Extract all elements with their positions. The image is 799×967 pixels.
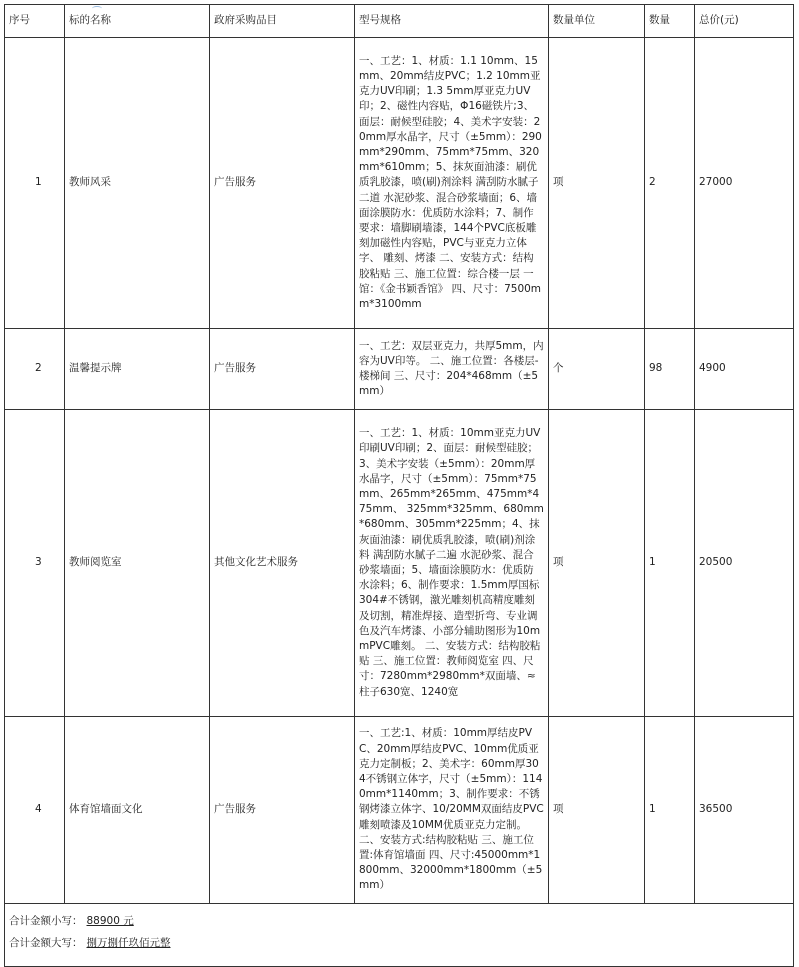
cell-no: 1 — [5, 38, 65, 329]
header-category: 政府采购品目 — [210, 5, 355, 38]
cell-name: 教师阅览室 — [65, 410, 210, 717]
cell-spec: 一、工艺：1、材质：1.1 10mm、15mm、20mm结皮PVC；1.2 10mm亚克力UV印刷；1.3 5mm厚亚克力UV印；2、磁性内容贴，Φ16磁铁片;3、面层：耐候型硅胶；4、美术字安装：20mm厚水晶字，尺寸（±5mm）：290mm*290mm、75mm*75mm、320mm*610mm；5、抹灰面油漆：刷优质乳胶漆，喷(刷)剂涂料 满刮防水腻子二道 水泥砂浆、混合砂浆墙面；6、墙面涂膜防水：优质防水涂料；7、制作要求：墙脚刷墙漆，144个PVC底板雕刻加磁性内容贴，PVC与亚克力立体字、 雕刻、烤漆 二、安装方式：结构胶粘贴 三、施工位置：综合楼一层 一馆：《金书颖香馆》 四、尺寸：7500mm*3100mm — [355, 38, 549, 329]
cell-no: 4 — [5, 717, 65, 904]
header-no: 序号 — [5, 5, 65, 38]
cell-qty: 1 — [645, 410, 695, 717]
header-unit: 数量单位 — [549, 5, 645, 38]
cell-unit: 项 — [549, 38, 645, 329]
cell-unit: 项 — [549, 717, 645, 904]
table-row — [5, 329, 794, 410]
cell-category: 广告服务 — [210, 717, 355, 904]
cell-qty: 98 — [645, 329, 695, 410]
total-small-line — [9, 910, 789, 932]
total-small-label: 合计金额小写： — [9, 915, 83, 927]
cell-no: 2 — [5, 329, 65, 410]
cell-total: 4900 — [695, 329, 794, 410]
summary-cell — [5, 904, 794, 967]
table-row — [5, 410, 794, 717]
table-row — [5, 717, 794, 904]
cell-total: 20500 — [695, 410, 794, 717]
cell-total: 27000 — [695, 38, 794, 329]
table-row — [5, 38, 794, 329]
procurement-table-container — [4, 4, 793, 967]
procurement-table — [4, 4, 794, 967]
total-big-value: 捌万捌仟玖佰元整 — [86, 937, 171, 949]
total-big-line — [9, 932, 789, 954]
cell-unit: 项 — [549, 410, 645, 717]
table-header-row — [5, 5, 794, 38]
cell-qty: 1 — [645, 717, 695, 904]
cell-total: 36500 — [695, 717, 794, 904]
cell-category: 广告服务 — [210, 38, 355, 329]
cell-category: 其他文化艺术服务 — [210, 410, 355, 717]
header-spec: 型号规格 — [355, 5, 549, 38]
cell-name: 体育馆墙面文化 — [65, 717, 210, 904]
header-total: 总价(元) — [695, 5, 794, 38]
cell-name: 教师风采 — [65, 38, 210, 329]
cell-unit: 个 — [549, 329, 645, 410]
cell-no: 3 — [5, 410, 65, 717]
cell-spec: 一、工艺：1、材质：10mm亚克力UV印刷UV印刷；2、面层：耐候型硅胶；3、美术字安装（±5mm）：20mm厚水晶字，尺寸（±5mm）：75mm*75mm、265mm*265mm、475mm*475mm、 325mm*325mm、680mm*680mm、305mm*225mm；4、抹灰面油漆：刷优质乳胶漆，喷(刷)剂涂料 满刮防水腻子二遍 水泥砂浆、混合砂浆墙面；5、墙面涂膜防水：优质防水涂料；6、制作要求：1.5mm厚国标 304#不锈钢，激光雕刻机高精度雕刻及切割，精准焊接、造型折弯、专业调色及汽车烤漆、小部分辅助图形为10mmPVC雕刻。 二、安装方式：结构胶粘贴 三、施工位置：教师阅览室 四、尺寸：7280mm*2980mm*双面墙、≈柱子630宽、1240宽 — [355, 410, 549, 717]
cell-spec: 一、工艺：双层亚克力，共厚5mm，内容为UV印等。 二、施工位置：各楼层-楼梯间 三、尺寸：204*468mm（±5mm） — [355, 329, 549, 410]
total-small-value: 88900 元 — [86, 915, 134, 927]
summary-row — [5, 904, 794, 967]
cell-spec: 一、工艺:1、材质：10mm厚结皮PVC、20mm厚结皮PVC、10mm优质亚克力定制板；2、美术字：60mm厚304不锈钢立体字，尺寸（±5mm）：1140mm*1140mm；3、制作要求：不锈钢烤漆立体字、10/20MM双面结皮PVC雕刻喷漆及10MM优质亚克力定制。 二、安装方式:结构胶粘贴 三、施工位置:体育馆墙面 四、尺寸:45000mm*1800mm、32000mm*1800mm（±5mm） — [355, 717, 549, 904]
header-qty: 数量 — [645, 5, 695, 38]
header-name: 标的名称 — [65, 5, 210, 38]
total-big-label: 合计金额大写： — [9, 937, 83, 949]
cell-category: 广告服务 — [210, 329, 355, 410]
cell-qty: 2 — [645, 38, 695, 329]
cell-name: 温馨提示牌 — [65, 329, 210, 410]
